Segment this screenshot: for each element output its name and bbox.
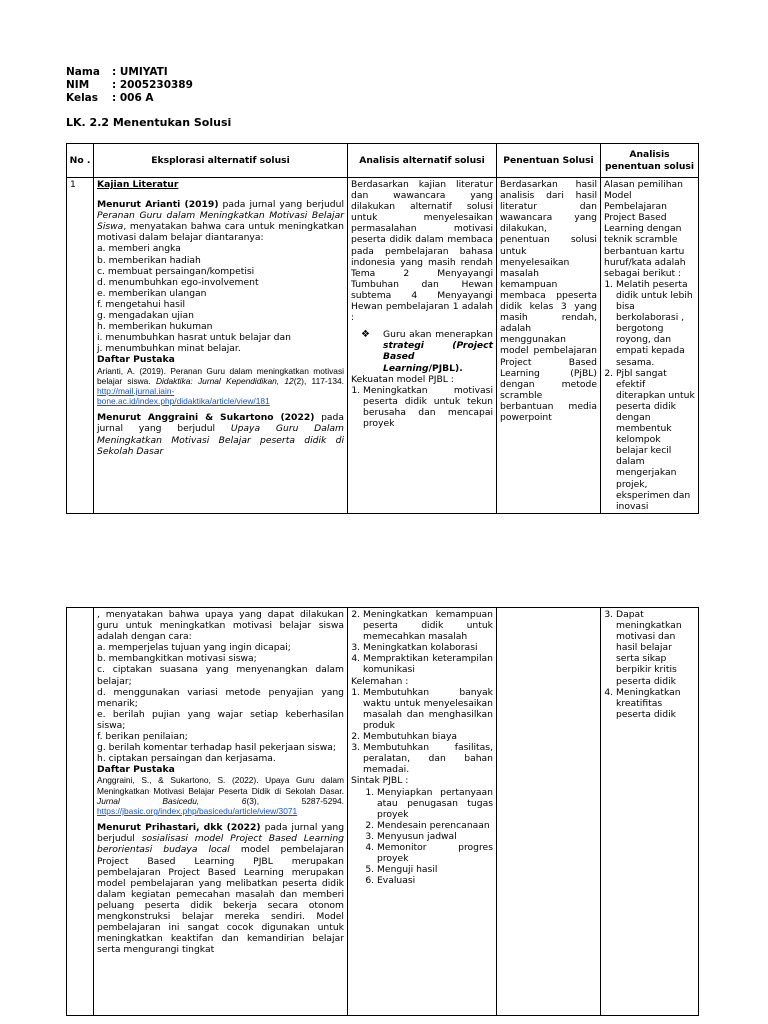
arianti-title: Peranan Guru dalam Meningkatkan Motivasi Belajar Siswa (97, 210, 344, 233)
kajian-heading: Kajian Literatur (97, 179, 179, 190)
arianti-text-2: , menyatakan bahwa cara untuk meningkatkan motivasi dalam belajar diantaranya: (97, 221, 344, 244)
alasan-list-continued (604, 609, 695, 720)
kelebihan-list (351, 385, 493, 429)
reference-2 (97, 775, 344, 816)
solution-table-part-2 (66, 607, 699, 1016)
anggraini-author: Menurut Anggraini & Sukartono (2022) (97, 412, 315, 424)
anggraini-text-1: pada jurnal yang berjudul (97, 412, 344, 435)
list-item: d. menumbuhkan ego-involvement (97, 276, 259, 288)
ref1-journal: Didaktika: Jurnal Kependidikan, 12 (155, 375, 294, 386)
ref1-link[interactable]: http://mail.jurnal.iain-bone.ac.id/index.php/didaktika/article/view/181 (97, 385, 270, 407)
ref2-link[interactable]: https://jbasic.org/index.php/basicedu/article/view/3071 (97, 806, 298, 817)
arianti-paragraph (97, 199, 344, 243)
list-item: 6. Evaluasi (377, 875, 493, 886)
row-number-continued (67, 608, 94, 1016)
prihastari-paragraph (97, 822, 344, 955)
anggraini-paragraph-end (97, 609, 344, 642)
list-item: d. menggunakan variasi metode penyajian yang menarik; (97, 686, 344, 709)
list-item: 2. Mendesain perencanaan (377, 820, 493, 831)
list-item: 3. Meningkatkan kolaborasi (363, 642, 493, 653)
analisis-penentuan-cell-2 (601, 608, 699, 1016)
ref2-pages: (3), 5287-5294. (246, 795, 344, 806)
prihastari-title: sosialisasi model Project Based Learning berorientasi budaya local (97, 833, 345, 856)
list-item: 1. Membutuhkan banyak waktu untuk menyelesaikan masalah dan menghasilkan produk (363, 687, 493, 731)
anggraini-title: Upaya Guru Dalam Meningkatkan Motivasi Belajar peserta didik di Sekolah Dasar (97, 423, 345, 457)
lk-title: LK. 2.2 Menentukan Solusi (66, 116, 232, 129)
daftar-pustaka-heading: Daftar Pustaka (97, 354, 175, 366)
kelas-value: : 006 A (112, 92, 154, 104)
list-item: c. ciptakan suasana yang menyenangkan dalam belajar; (97, 664, 344, 687)
row-number: 1 (67, 178, 94, 514)
list-item: 5. Menguji hasil (377, 864, 493, 875)
guru-text: Guru akan menerapkan (383, 329, 493, 341)
kelemahan-label: Kelemahan : (351, 675, 409, 687)
alasan-intro: Alasan pemilihan Model Pembelajaran Project Based Learning dengan teknik scramble berbantuan kartu huruf/kata adalah sebagai berikut : (604, 179, 686, 279)
eksplorasi-cell-1 (94, 178, 348, 514)
daftar-pustaka-heading-2: Daftar Pustaka (97, 764, 175, 776)
nim-line (66, 79, 193, 92)
list-item: h. memberikan hukuman (97, 321, 213, 333)
list-item: 4. Meningkatkan kreatifitas peserta didik (616, 687, 695, 720)
kelas-label: Kelas (66, 92, 99, 104)
anggraini-list (97, 642, 344, 764)
penentuan-cell-continued (497, 608, 601, 1016)
anggraini-paragraph-start (97, 412, 344, 456)
list-item: e. memberikan ulangan (97, 287, 207, 299)
list-item: h. ciptakan persaingan dan kerjasama. (97, 753, 276, 765)
name-line (66, 66, 168, 79)
list-item: j. menumbuhkan minat belajar. (97, 343, 241, 355)
analisis-cell-1 (348, 178, 497, 514)
list-item: b. memberikan hadiah (97, 254, 201, 266)
name-label: Nama (66, 66, 100, 78)
diamond-bullet-icon: ❖ (361, 329, 370, 341)
list-item: b. membangkitkan motivasi siswa; (97, 653, 257, 665)
ref2-journal: Jurnal Basicedu, 6 (97, 795, 247, 806)
list-item: 3. Membutuhkan fasilitas, peralatan, dan bahan memadai. (363, 742, 493, 775)
strategy-end: /PJBL). (428, 362, 463, 374)
arianti-text-1: pada jurnal yang berjudul (222, 199, 344, 211)
penentuan-cell: Berdasarkan hasil analisis dari hasil literatur dan wawancara yang dilakukan, penentuan solusi untuk menyelesaikan masalah kemampuan membaca ppeserta didik kelas 3 yang masih rendah, adalah menggunakan model pembelajaran Project Based Learning (PjBL) dengan metode scramble berbantuan media powerpoint (497, 178, 601, 514)
list-item: 1. Menyiapkan pertanyaan atau penugasan tugas proyek (377, 787, 493, 820)
guru-strategy (351, 329, 493, 373)
list-item: 3. Dapat meningkatkan motivasi dan hasil belajar serta sikap berpikir kritis peserta didik (616, 609, 695, 687)
alasan-list (604, 279, 695, 512)
list-item: f. berikan penilaian; (97, 731, 188, 743)
ref1-pages: (2), 117-134. (293, 375, 344, 386)
list-item: g. berilah komentar terhadap hasil pekerjaan siswa; (97, 742, 337, 754)
analisis-penentuan-cell-1 (601, 178, 699, 514)
header-no: No . (67, 144, 94, 178)
list-item: 2. Meningkatkan kemampuan peserta didik untuk memecahkan masalah (363, 609, 493, 642)
ref2-text: Anggraini, S., & Sukartono, S. (2022). Upaya Guru dalam Meningkatkan Motivasi Belajar Peserta Didik di Sekolah Dasar. (97, 775, 344, 796)
solution-table-part-1 (66, 143, 699, 514)
kelebihan-list-continued (351, 609, 493, 676)
list-item: 3. Menyusun jadwal (377, 831, 493, 842)
prihastari-author: Menurut Prihastari, dkk (2022) (97, 822, 261, 834)
list-item: 2. Pjbl sangat efektif diterapkan untuk peserta didik dengan membentuk kelompok belajar kecil dalam mengerjakan projek, eksperimen dan inovasi (616, 368, 695, 512)
list-item: a. memberi angka (97, 243, 181, 255)
list-item: 4. Mempraktikan keterampilan komunikasi (363, 653, 493, 675)
arianti-author: Menurut Arianti (2019) (97, 199, 219, 211)
list-item: f. mengetahui hasil (97, 298, 186, 310)
eksplorasi-cell-2 (94, 608, 348, 1016)
analisis-intro: Berdasarkan kajian literatur dan wawancara yang dilakukan alternatif solusi untuk menyelesaikan permasalahan motivasi peserta didik dalam membaca pada pembelajaran bahasa indonesia yang masih rendah Tema 2 Menyayangi Tumbuhan dan Hewan subtema 4 Menyayangi Hewan pembelajaran 1 adalah : (351, 179, 493, 324)
nim-label: NIM (66, 79, 90, 91)
kelemahan-list (351, 687, 493, 776)
analisis-cell-2 (348, 608, 497, 1016)
list-item: g. mengadakan ujian (97, 310, 194, 322)
header-analisis-penentuan: Analisis penentuan solusi (601, 144, 699, 178)
list-item: a. memperjelas tujuan yang ingin dicapai; (97, 642, 291, 654)
kelebihan-label: Kekuatan model PJBL : (351, 373, 454, 385)
prihastari-text-1: pada jurnal yang berjudul (97, 822, 345, 845)
sintak-label: Sintak PJBL : (351, 775, 409, 787)
list-item: 1. Melatih peserta didik untuk lebih bisa berkolaborasi , bergotong royong, dan empati kepada sesama. (616, 279, 695, 368)
list-item: 2. Membutuhkan biaya (363, 731, 493, 742)
nim-value: : 2005230389 (112, 79, 193, 91)
name-value: : UMIYATI (112, 66, 168, 78)
ref1-text: Arianti, A. (2019). Peranan Guru dalam meningkatkan motivasi belajar siswa. (97, 365, 344, 386)
prihastari-text-2: model pembelajaran Project Based Learning PJBL merupakan pembelajaran Project Based Learning merupakan model pembelajaran yang melibatkan peserta didik dalam kegiatan pemecahan masalah dan memberi peluang peserta didik bekerja secara otonom mengkonstruksi belajar mereka sendiri. Model pembelajaran ini sangat cocok digunakan untuk meningkatkan keaktifan dan kemandirian belajar serta mengurangi tingkat (97, 844, 344, 956)
list-item: c. membuat persaingan/kompetisi (97, 265, 255, 277)
list-item: i. menumbuhkan hasrat untuk belajar dan (97, 332, 291, 344)
header-eksplorasi: Eksplorasi alternatif solusi (94, 144, 348, 178)
list-item: 4. Memonitor progres proyek (377, 842, 493, 864)
header-analisis: Analisis alternatif solusi (348, 144, 497, 178)
kelas-line (66, 92, 154, 105)
strategy-text: strategi (Project Based Learning (383, 340, 493, 374)
reference-1 (97, 366, 344, 407)
anggraini-text-2: , menyatakan bahwa upaya yang dapat dilakukan guru untuk meningkatkan motivasi belajar siswa adalah dengan cara: (97, 609, 344, 643)
list-item: e. berilah pujian yang wajar setiap keberhasilan siswa; (97, 708, 344, 731)
arianti-list (97, 243, 344, 354)
list-item: 1. Meningkatkan motivasi peserta didik untuk tekun berusaha dan mencapai proyek (363, 385, 493, 429)
sintak-list (351, 787, 493, 887)
header-penentuan: Penentuan Solusi (497, 144, 601, 178)
